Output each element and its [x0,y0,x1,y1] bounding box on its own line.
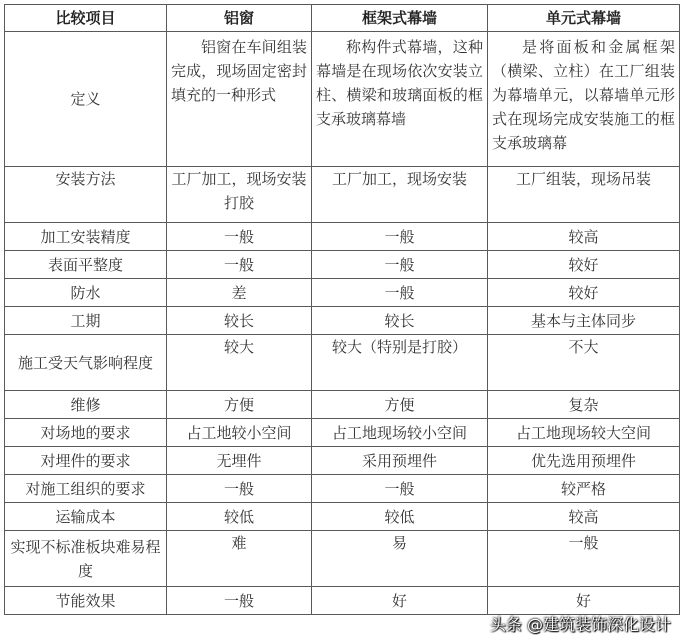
cell: 工厂加工，现场安装 [312,167,488,223]
cell: 方便 [312,391,488,419]
table-row [5,307,680,335]
row-label: 运输成本 [5,503,167,531]
cell: 一般 [167,251,312,279]
cell: 一般 [167,223,312,251]
table-row [5,503,680,531]
cell: 方便 [167,391,312,419]
cell: 占工地现场较大空间 [488,419,680,447]
cell: 一般 [312,279,488,307]
cell: 易 [312,531,488,587]
cell: 难 [167,531,312,587]
cell: 工厂组装，现场吊装 [488,167,680,223]
cell: 基本与主体同步 [488,307,680,335]
row-label: 施工受天气影响程度 [5,335,167,391]
cell: 一般 [312,223,488,251]
table-row [5,251,680,279]
table-row [5,223,680,251]
header-frame-curtain-wall: 框架式幕墙 [312,5,488,32]
comparison-table [4,4,680,615]
header-item: 比较项目 [5,5,167,32]
table-row [5,32,680,167]
table-row [5,587,680,615]
row-label: 工期 [5,307,167,335]
cell: 无埋件 [167,447,312,475]
cell: 一般 [312,475,488,503]
table-row [5,335,680,391]
cell: 较高 [488,503,680,531]
cell: 一般 [167,475,312,503]
row-label: 实现不标准板块难易程度 [5,531,167,587]
cell: 一般 [488,531,680,587]
row-label: 维修 [5,391,167,419]
cell: 一般 [312,251,488,279]
row-label: 加工安装精度 [5,223,167,251]
cell: 铝窗在车间组装完成，现场固定密封填充的一种形式 [167,32,312,167]
cell: 好 [488,587,680,615]
header-row [5,5,680,32]
watermark: 头条 @建筑装饰深化设计 [489,615,671,634]
cell: 较低 [167,503,312,531]
cell: 复杂 [488,391,680,419]
cell: 较大（特别是打胶） [312,335,488,391]
table-row [5,447,680,475]
header-aluminum-window: 铝窗 [167,5,312,32]
table-row [5,419,680,447]
cell: 较高 [488,223,680,251]
cell: 较好 [488,251,680,279]
cell: 较低 [312,503,488,531]
cell: 较长 [312,307,488,335]
table-row [5,279,680,307]
table-row [5,391,680,419]
cell: 工厂加工，现场安装打胶 [167,167,312,223]
cell: 好 [312,587,488,615]
table-row [5,167,680,223]
cell: 占工地较小空间 [167,419,312,447]
cell: 采用预埋件 [312,447,488,475]
cell: 占工地现场较小空间 [312,419,488,447]
cell: 称构件式幕墙，这种幕墙是在现场依次安装立柱、横梁和玻璃面板的框支承玻璃幕墙 [312,32,488,167]
row-label: 安装方法 [5,167,167,223]
row-label: 对施工组织的要求 [5,475,167,503]
cell: 是将面板和金属框架（横梁、立柱）在工厂组装为幕墙单元，以幕墙单元形式在现场完成安装施工的框支承玻璃幕 [488,32,680,167]
cell: 较严格 [488,475,680,503]
cell: 较好 [488,279,680,307]
cell: 差 [167,279,312,307]
row-label: 对埋件的要求 [5,447,167,475]
cell: 一般 [167,587,312,615]
cell: 较长 [167,307,312,335]
row-label: 表面平整度 [5,251,167,279]
cell: 不大 [488,335,680,391]
table-row [5,475,680,503]
table-row [5,531,680,587]
cell: 较大 [167,335,312,391]
header-unit-curtain-wall: 单元式幕墙 [488,5,680,32]
cell: 优先选用预埋件 [488,447,680,475]
row-label: 节能效果 [5,587,167,615]
row-label: 防水 [5,279,167,307]
row-label: 定义 [5,32,167,167]
row-label: 对场地的要求 [5,419,167,447]
